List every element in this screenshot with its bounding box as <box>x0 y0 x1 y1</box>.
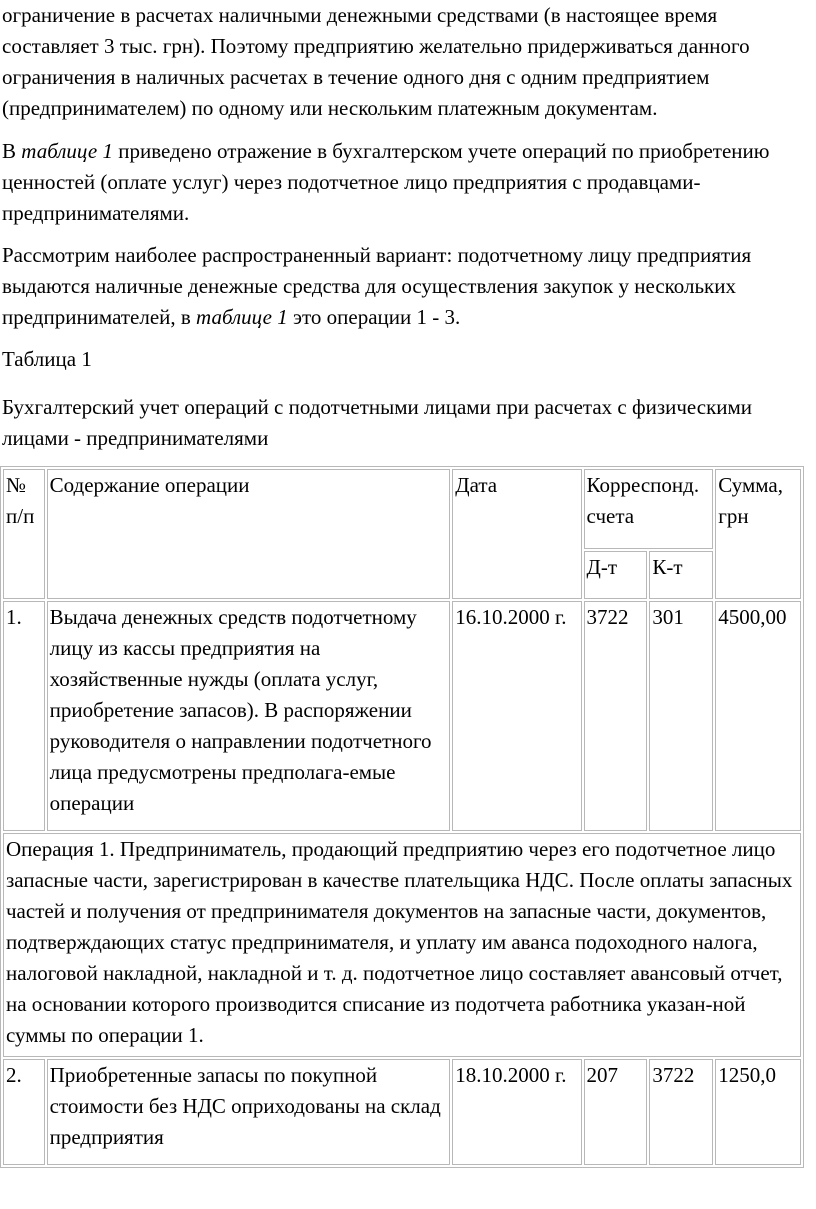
cell-num: 2. <box>3 1059 45 1165</box>
cell-description: Выдача денежных средств подотчетному лицу из кассы предприятия на хозяйственные нужды (оплата услуг, приобретение запасов). В распоряжении руководителя о направлении подотчетного лица предусмотрены предполага-емые операции <box>47 601 451 831</box>
cell-description: Приобретенные запасы по покупной стоимости без НДС оприходованы на склад предприятия <box>47 1059 451 1165</box>
paragraph-variant <box>0 240 814 333</box>
operation-note: Операция 1. Предприниматель, продающий предприятию через его подотчетное лицо запасные части, зарегистрирован в качестве плательщика НДС. После оплаты запасных частей и получения от предпринимателя документов на запасные части, документов, подтверждающих статус предпринимателя, и уплату им аванса подоходного налога, налоговой накладной, накладной и т. д. подотчетное лицо составляет авансовый отчет, на основании которого производится списание из подотчета работника указан-ной суммы по операции 1. <box>3 833 801 1057</box>
cell-debit: 3722 <box>584 601 648 831</box>
header-amount: Сумма, грн <box>715 469 801 599</box>
table-row <box>3 601 801 831</box>
cell-debit: 207 <box>584 1059 648 1165</box>
operations-table <box>0 466 804 1168</box>
paragraph-table-reference <box>0 136 814 229</box>
cell-amount: 1250,0 <box>715 1059 801 1165</box>
table-label: Таблица 1 <box>2 347 92 371</box>
table-note-row <box>3 833 801 1057</box>
table-header-row <box>3 469 801 549</box>
paragraph-limit: ограничение в расчетах наличными денежными средствами (в настоящее время составляет 3 тыс. грн). Поэтому предприятию желательно придерживаться данного ограничения в наличных расчетах в течение одного дня с одним предприятием (предпринимателем) по одному или нескольким платежным документам. <box>2 3 750 120</box>
table-caption: Бухгалтерский учет операций с подотчетными лицами при расчетах с физическими лицами - предпринимателями <box>2 395 753 450</box>
header-credit: К-т <box>649 551 713 599</box>
header-accounts: Корреспонд. счета <box>584 469 714 549</box>
paragraph-text-after: приведено отражение в бухгалтерском учете операций по приобретению ценностей (оплате услуг) через подотчетное лицо предприятия с продавцами-предпринимателями. <box>2 139 770 225</box>
paragraph-text-after: это операции 1 - 3. <box>287 305 461 329</box>
cell-date: 18.10.2000 г. <box>452 1059 581 1165</box>
header-date: Дата <box>452 469 581 599</box>
header-description: Содержание операции <box>47 469 451 599</box>
cell-date: 16.10.2000 г. <box>452 601 581 831</box>
cell-credit: 301 <box>649 601 713 831</box>
italic-table-ref: таблице 1 <box>21 139 113 163</box>
cell-credit: 3722 <box>649 1059 713 1165</box>
table-row <box>3 1059 801 1165</box>
cell-amount: 4500,00 <box>715 601 801 831</box>
italic-table-ref: таблице 1 <box>196 305 288 329</box>
header-num: № п/п <box>3 469 45 599</box>
header-debit: Д-т <box>584 551 648 599</box>
paragraph-text-before: Рассмотрим наиболее распространенный вариант: подотчетному лицу предприятия выдаются наличные денежные средства для осуществления закупок у нескольких предпринимателей, в <box>2 243 752 329</box>
paragraph-text-before: В <box>2 139 22 163</box>
cell-num: 1. <box>3 601 45 831</box>
